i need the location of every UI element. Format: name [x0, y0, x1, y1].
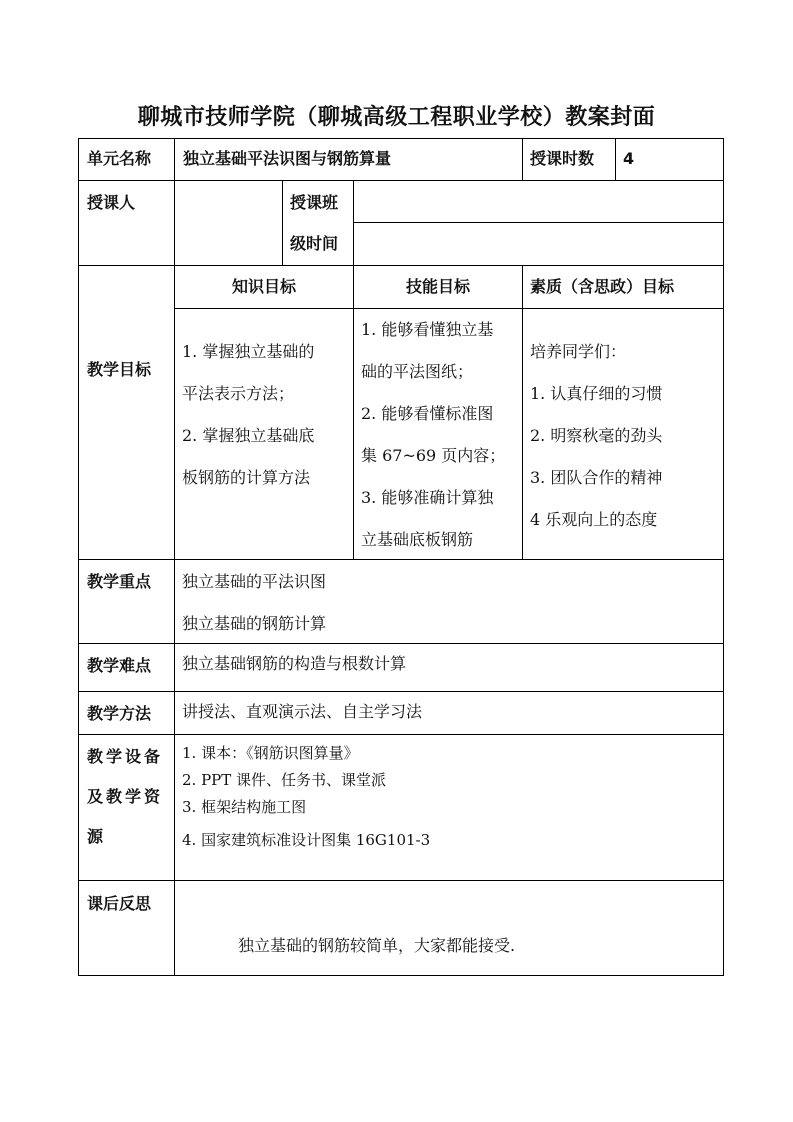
cell-reflection-value: [174, 880, 724, 976]
knowledge-line: 平法表示方法；: [182, 384, 295, 403]
objectives-label: 教学目标: [87, 360, 152, 379]
quality-line: 2. 明察秋毫的劲头: [530, 426, 663, 445]
page-title: 聊城市技师学院（聊城高级工程职业学校）教案封面: [137, 105, 656, 130]
quality-line: 1. 认真仔细的习惯: [530, 384, 663, 403]
equipment-label-line: 教学设备: [87, 747, 164, 766]
knowledge-objectives: [182, 331, 314, 499]
reflection-label: 课后反思: [87, 894, 152, 913]
teacher-label: 授课人: [87, 193, 136, 212]
skill-objectives: [361, 309, 505, 561]
equipment-item: 4. 国家建筑标准设计图集 16G101-3: [182, 831, 431, 849]
equipment-item: 1. 课本：《钢筋识图算量》: [182, 744, 359, 762]
cell-class-value: [353, 180, 724, 223]
equipment-item: 2. PPT 课件、任务书、课堂派: [182, 771, 387, 789]
hours-value: 4: [623, 149, 635, 168]
class-label-line2: 级时间: [290, 234, 339, 253]
equipment-label-line: 及教学资: [87, 787, 164, 806]
skill-line: 集 67~69 页内容；: [361, 446, 506, 465]
key-points-label: 教学重点: [87, 572, 152, 591]
quality-line: 3. 团队合作的精神: [530, 468, 663, 487]
key-point-item: 独立基础的平法识图: [182, 572, 327, 591]
skill-line: 立基础底板钢筋: [361, 530, 474, 549]
hours-label: 授课时数: [530, 149, 595, 168]
knowledge-line: 2. 掌握独立基础底: [182, 426, 315, 445]
quality-line: 培养同学们：: [530, 342, 627, 361]
skill-header: 技能目标: [405, 277, 470, 296]
difficulty-label: 教学难点: [87, 656, 152, 675]
cell-time-value: [353, 222, 724, 266]
cell-teacher-value: [174, 180, 283, 266]
methods-label: 教学方法: [87, 704, 152, 723]
class-label-line1: 授课班: [290, 193, 339, 212]
reflection-value: 独立基础的钢筋较简单，大家都能接受.: [238, 936, 516, 955]
knowledge-line: 1. 掌握独立基础的: [182, 342, 315, 361]
skill-line: 础的平法图纸；: [361, 362, 474, 381]
quality-header: 素质（含思政）目标: [530, 277, 675, 296]
equipment-item: 3. 框架结构施工图: [182, 798, 307, 816]
skill-line: 2. 能够看懂标准图: [361, 404, 494, 423]
knowledge-line: 板钢筋的计算方法: [182, 468, 311, 487]
equipment-list: [182, 740, 430, 854]
skill-line: 1. 能够看懂独立基: [361, 320, 494, 339]
key-points: [182, 561, 326, 645]
quality-objectives: [530, 331, 662, 541]
methods-value: 讲授法、直观演示法、自主学习法: [182, 702, 423, 721]
unit-name-label: 单元名称: [87, 149, 152, 168]
key-point-item: 独立基础的钢筋计算: [182, 614, 327, 633]
unit-name-value: 独立基础平法识图与钢筋算量: [183, 149, 392, 168]
difficulty-value: 独立基础钢筋的构造与根数计算: [182, 654, 407, 673]
cell-objectives-label: [78, 265, 175, 560]
equipment-label: [87, 734, 163, 857]
knowledge-header: 知识目标: [231, 277, 296, 296]
equipment-label-line: 源: [87, 827, 104, 846]
skill-line: 3. 能够准确计算独: [361, 488, 494, 507]
quality-line: 4 乐观向上的态度: [530, 510, 658, 529]
